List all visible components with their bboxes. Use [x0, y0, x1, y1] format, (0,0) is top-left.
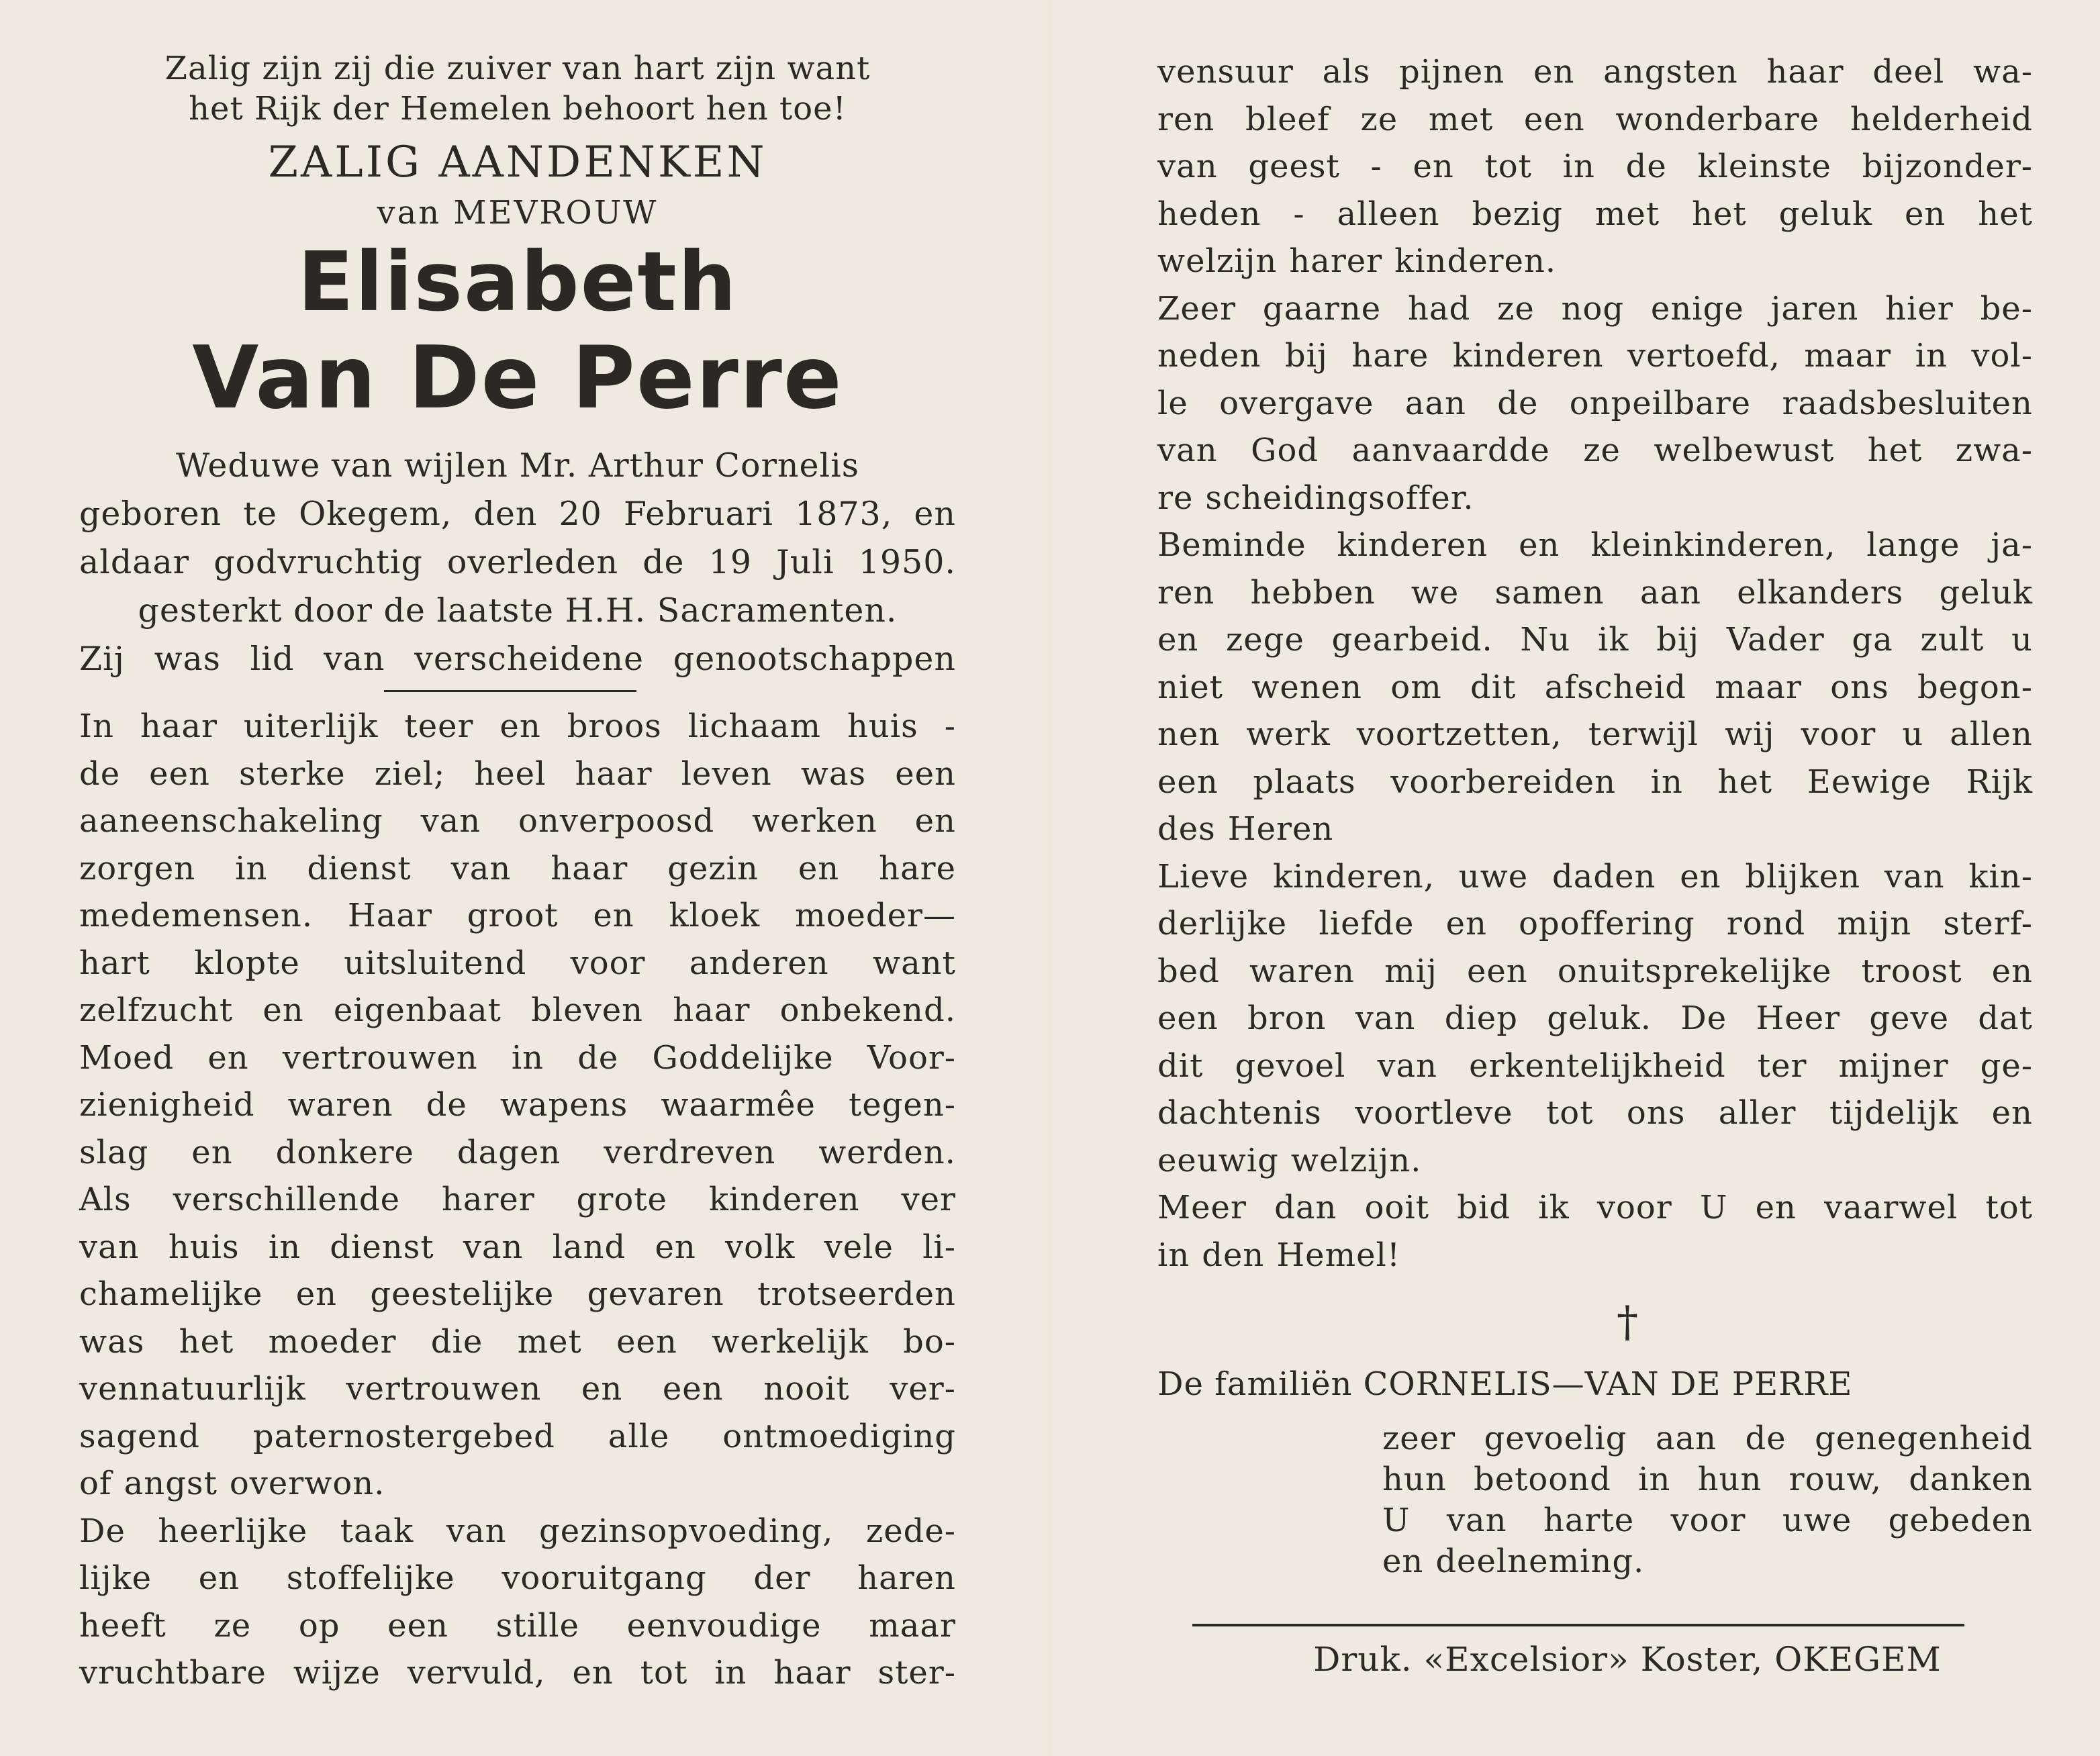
right-body-line: dachtenis voortleve tot ons aller tijdelijk en [1157, 1094, 2033, 1132]
intro-line: gesterkt door de laatste H.H. Sacramenten. [138, 591, 898, 630]
left-body-line: sagend paternostergebed alle ontmoediging [79, 1417, 956, 1455]
thanks-line: en deelneming. [1382, 1543, 1645, 1580]
right-body-line: Meer dan ooit bid ik voor U en vaarwel tot [1157, 1189, 2033, 1226]
right-body-line: heden - alleen bezig met het geluk en het [1157, 195, 2033, 233]
right-body-line: in den Hemel! [1157, 1236, 1401, 1274]
left-body-line: was het moeder die met een werkelijk bo- [79, 1322, 956, 1361]
name-first: Elisabeth [297, 234, 738, 330]
left-body-line: hart klopte uitsluitend voor anderen want [79, 944, 956, 982]
left-body-line: heeft ze op een stille eenvoudige maar [79, 1606, 956, 1645]
right-body-line: le overgave aan de onpeilbare raadsbesluiten [1157, 384, 2033, 422]
intro-line: Weduwe van wijlen Mr. Arthur Cornelis [176, 446, 859, 485]
right-body-line: Beminde kinderen en kleinkinderen, lange ja- [1157, 526, 2033, 564]
right-body-line: bed waren mij een onuitsprekelijke troost en [1157, 952, 2033, 990]
left-body-line: lijke en stoffelijke vooruitgang der haren [79, 1559, 956, 1597]
epigraph-line-2: het Rijk der Hemelen behoort hen toe! [189, 90, 847, 128]
left-body-text [79, 703, 956, 1697]
families-line: De familiën CORNELIS—VAN DE PERRE [1157, 1365, 1853, 1403]
right-body-line: en zege gearbeid. Nu ik bij Vader ga zult u [1157, 621, 2033, 658]
thanks-line: hun betoond in hun rouw, danken [1382, 1461, 2033, 1498]
right-body-line: ren bleef ze met een wonderbare helderheid [1157, 100, 2033, 138]
cross-icon: † [1617, 1298, 1638, 1347]
heading: ZALIG AANDENKEN [268, 138, 767, 187]
left-body-line: vruchtbare wijze vervuld, en tot in haar ster- [79, 1654, 956, 1692]
left-body-line: Moed en vertrouwen in de Goddelijke Voor- [79, 1038, 956, 1077]
right-body-line: van God aanvaardde ze welbewust het zwa- [1157, 432, 2033, 469]
divider-short [384, 690, 636, 692]
right-page [1050, 0, 2100, 1756]
thanks-block [1382, 1418, 2033, 1582]
left-body-line: Als verschillende harer grote kinderen ver [79, 1181, 956, 1218]
right-body-line: een plaats voorbereiden in het Eewige Rijk [1157, 763, 2033, 801]
right-body-line: derlijke liefde en opoffering rond mijn sterf- [1157, 905, 2033, 942]
left-body-line: De heerlijke taak van gezinsopvoeding, zede- [79, 1512, 956, 1550]
left-body-line: aaneenschakeling van onverpoosd werken en [79, 802, 956, 840]
thanks-line: U van harte voor uwe gebeden [1382, 1502, 2033, 1539]
right-body-line: Lieve kinderen, uwe daden en blijken van kin- [1157, 857, 2033, 895]
right-body-line: eeuwig welzijn. [1157, 1141, 1422, 1179]
thanks-line: zeer gevoelig aan de genegenheid [1382, 1420, 2033, 1457]
left-body-line: zienigheid waren de wapens waarmêe tegen- [79, 1086, 956, 1124]
left-body-line: de een sterke ziel; heel haar leven was een [79, 754, 956, 793]
left-body-line: vennatuurlijk vertrouwen en een nooit ver- [79, 1370, 956, 1408]
right-body-line: een bron van diep geluk. De Heer geve dat [1157, 999, 2033, 1037]
left-body-line: In haar uiterlijk teer en broos lichaam huis - [79, 708, 956, 745]
divider-long [1192, 1624, 1964, 1626]
intro-line: aldaar godvruchtig overleden de 19 Juli 1950. [79, 543, 956, 581]
right-body-line: ren hebben we samen aan elkanders geluk [1157, 573, 2033, 612]
right-body-line: niet wenen om dit afscheid maar ons begon- [1157, 668, 2033, 706]
left-body-line: chamelijke en geestelijke gevaren trotseerden [79, 1275, 956, 1313]
name-last: Van De Perre [192, 328, 843, 428]
right-body-line: van geest - en tot in de kleinste bijzonder- [1157, 148, 2033, 185]
right-body-line: re scheidingsoffer. [1157, 479, 1474, 517]
right-body-line: Zeer gaarne had ze nog enige jaren hier be- [1157, 289, 2033, 328]
right-body-line: vensuur als pijnen en angsten haar deel wa- [1157, 53, 2033, 91]
right-body-line: nen werk voortzetten, terwijl wij voor u allen [1157, 716, 2033, 753]
subheading: van MEVROUW [377, 194, 659, 232]
left-body-line: zelfzucht en eigenbaat bleven haar onbekend. [79, 991, 956, 1029]
right-body-text [1157, 48, 2033, 1279]
left-body-line: medemensen. Haar groot en kloek moeder— [79, 897, 956, 934]
right-body-line: neden bij hare kinderen vertoefd, maar in vol- [1157, 337, 2033, 375]
epigraph-line-1: Zalig zijn zij die zuiver van hart zijn want [164, 50, 871, 87]
intro-line: Zij was lid van verscheidene genootschappen [79, 640, 956, 678]
left-body-line: van huis in dienst van land en volk vele li- [79, 1228, 956, 1266]
left-body-line: zorgen in dienst van haar gezin en hare [79, 849, 956, 887]
left-body-line: of angst overwon. [79, 1465, 385, 1502]
right-body-line: dit gevoel van erkentelijkheid ter mijner ge- [1157, 1046, 2033, 1085]
left-body-line: slag en donkere dagen verdreven werden. [79, 1133, 956, 1171]
intro-line: geboren te Okegem, den 20 Februari 1873, en [79, 495, 956, 533]
printer-line: Druk. «Excelsior» Koster, OKEGEM [1313, 1640, 1942, 1679]
right-body-line: des Heren [1157, 810, 1334, 848]
right-body-line: welzijn harer kinderen. [1157, 242, 1557, 280]
intro-block [79, 442, 956, 683]
